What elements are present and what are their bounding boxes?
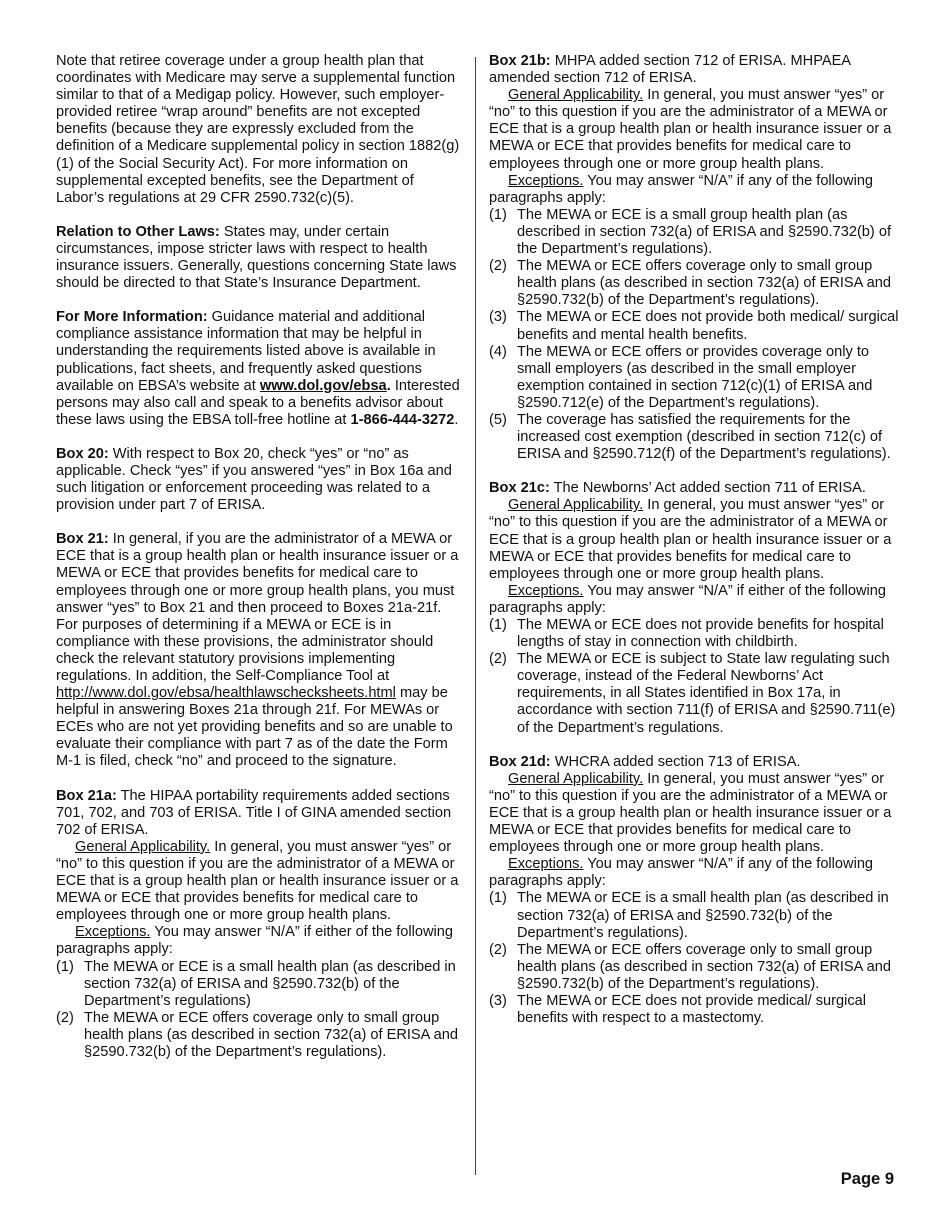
box21-text-cont: may be helpful in answering Boxes 21a through 21f. For MEWAs or ECEs who are not yet providing benefits and so are unable to evaluate their compliance with part 7 as of the date the Form M-1 is filed, check “no” and proceed to the signature. — [56, 685, 453, 770]
box21d-ga-label: General Applicability. — [508, 770, 644, 787]
box21b-general-applicability — [489, 87, 899, 172]
box21a-text: The HIPAA portability requirements added sections 701, 702, and 703 of ERISA. Title I of GINA amended section 702 of ERISA. — [56, 787, 452, 838]
box21b-ga-text: In general, you must answer “yes” or “no” to this question if you are the administrator of a MEWA or ECE that is a group health plan or health insurance issuer or a MEWA or ECE that provides benefits for medical care to employees through one or more group health plans. — [489, 87, 892, 172]
right-column — [489, 53, 899, 1027]
box21a-ex-text: You may answer “N/A” if either of the following paragraphs apply: — [56, 924, 454, 958]
list-item: (2) The MEWA or ECE is subject to State law regulating such coverage, instead of the Federal Newborns’ Act requirements, in all States identified in Box 17a, in accordance with section 711(f) of ERISA and §2590.711(e) of the Department’s regulations. — [489, 651, 896, 736]
box21a-heading: Box 21a: — [56, 787, 117, 804]
column-divider — [475, 57, 476, 1175]
box21d-ex-label: Exceptions. — [508, 856, 584, 873]
box20-text: With respect to Box 20, check “yes” or “no” as applicable. Check “yes” if you answered “yes” in Box 16a and such litigation or enforcement proceeding was related to a provision under part 7 of ERISA. — [56, 445, 452, 514]
box21c-heading: Box 21c: — [489, 480, 550, 497]
box21b-paragraph — [489, 53, 899, 87]
more-info-text: Guidance material and additional compliance assistance information that may be helpful in understanding the requirements listed above is available in publications, fact sheets, and frequently asked questions available on EBSA’s website at — [56, 309, 436, 394]
ebsa-website-link[interactable]: www.dol.gov/ebsa — [259, 377, 387, 394]
box21d-ga-text: In general, you must answer “yes” or “no” to this question if you are the administrator of a MEWA or ECE that is a group health plan or health insurance issuer or a MEWA or ECE that provides benefits for medical care to employees through one or more group health plans. — [489, 770, 892, 856]
list-item: (1) The MEWA or ECE is a small health plan (as described in section 732(a) of ERISA and §2590.732(b) of the Department’s regulations). — [489, 890, 889, 941]
relation-heading: Relation to Other Laws: — [56, 223, 220, 240]
box21c-general-applicability — [489, 497, 899, 582]
box21b-ga-label: General Applicability. — [508, 87, 644, 104]
box21-heading: Box 21: — [56, 531, 109, 548]
box20-heading: Box 20: — [56, 445, 109, 462]
list-item: (2) The MEWA or ECE offers coverage only to small group health plans (as described in section 732(a) of ERISA and §2590.732(b) of the Department’s regulations). — [489, 258, 891, 309]
box21c-ex-label: Exceptions. — [508, 582, 584, 599]
box21a-paragraph — [56, 788, 462, 839]
hotline-number: 1-866-444-3272 — [350, 411, 455, 428]
list-item: (2) The MEWA or ECE offers coverage only to small group health plans (as described in section 732(a) of ERISA and §2590.732(b) of the Department’s regulations). — [489, 941, 891, 992]
more-info-paragraph: For More Information: Guidance material and additional compliance assistance information that may be helpful in understanding the requirements listed above is available in publications, fact sheets, and frequently asked questions available on EBSA’s website at www.dol.gov/ebsa. Interested persons may also call and speak to a benefits advisor about these laws using the EBSA toll-free hotline at 1-866-444-3272. — [56, 309, 460, 428]
box21a-general-applicability — [56, 839, 462, 924]
box21d-paragraph — [489, 754, 899, 771]
box21c-paragraph — [489, 480, 899, 497]
list-item: (3) The MEWA or ECE does not provide both medical/ surgical benefits and mental health benefits. — [489, 309, 899, 343]
box21-paragraph — [56, 531, 462, 770]
box21d-ex-text: You may answer “N/A” if any of the following paragraphs apply: — [489, 856, 874, 890]
box21b-text: MHPA added section 712 of ERISA. MHPAEA amended section 712 of ERISA. — [489, 53, 851, 87]
box21a-exceptions — [56, 924, 462, 958]
box21d-exceptions — [489, 856, 899, 890]
list-item: (1) The MEWA or ECE does not provide benefits for hospital lengths of stay in connection with childbirth. — [489, 617, 884, 651]
box21-text: In general, if you are the administrator of a MEWA or ECE that is a group health plan or health insurance issuer or a MEWA or ECE that provides benefits for medical care to employees through one or more group health plans, you must answer “yes” to Box 21 and then proceed to Boxes 21a-21f. For purposes of determining if a MEWA or ECE is in compliance with these provisions, the administrator should check the relevant statutory provisions implementing regulations. In addition, the Self-Compliance Tool at — [56, 531, 459, 684]
box21b-ex-text: You may answer “N/A” if any of the following paragraphs apply: — [489, 172, 874, 206]
list-item: (1) The MEWA or ECE is a small health plan (as described in section 732(a) of ERISA and §2590.732(b) of the Department’s regulations) — [56, 958, 456, 1009]
more-info-hotline-text: Interested persons may also call and speak to a benefits advisor about these laws using the EBSA toll-free hotline at — [56, 377, 460, 428]
box21c-exceptions — [489, 583, 899, 617]
box21b-heading: Box 21b: — [489, 53, 551, 69]
box21c-text: The Newborns’ Act added section 711 of ERISA. — [553, 480, 866, 497]
box21c-ga-text: In general, you must answer “yes” or “no” to this question if you are the administrator of a MEWA or ECE that is a group health plan or health insurance issuer or a MEWA or ECE that provides benefits for medical care to employees through one or more group health plans. — [489, 497, 892, 582]
box20-paragraph — [56, 446, 462, 514]
relation-text: States may, under certain circumstances, impose stricter laws with respect to health insurance issuers. Generally, questions concerning State laws should be directed to that State’s Insurance Department. — [56, 223, 457, 292]
relation-paragraph — [56, 224, 462, 292]
left-column — [56, 53, 462, 1061]
page-number: Page 9 — [840, 1170, 894, 1188]
box21d-heading: Box 21d: — [489, 753, 551, 770]
box21d-text: WHCRA added section 713 of ERISA. — [554, 753, 801, 770]
box21a-ga-text: In general, you must answer “yes” or “no” to this question if you are the administrator of a MEWA or ECE that is a group health plan or health insurance issuer or a MEWA or ECE that provides benefits for medical care to employees through one or more group health plans. — [56, 838, 459, 924]
box21c-ex-text: You may answer “N/A” if either of the following paragraphs apply: — [489, 582, 887, 616]
more-info-heading: For More Information: — [56, 309, 208, 326]
list-item: (4) The MEWA or ECE offers or provides coverage only to small employers (as described in the small employer exemption contained in section 712(c)(1) of ERISA and §2590.712(e) of the Department’s regulations). — [489, 343, 873, 411]
box21b-exceptions — [489, 173, 899, 207]
list-item: (5) The coverage has satisfied the requirements for the increased cost exemption (described in section 712(c) of ERISA and §2590.712(f) of the Department’s regulations). — [489, 411, 891, 463]
box21a-ex-label: Exceptions. — [75, 924, 151, 941]
box21d-general-applicability — [489, 771, 899, 856]
list-item: (3) The MEWA or ECE does not provide medical/ surgical benefits with respect to a mastectomy. — [489, 992, 867, 1027]
box21c-ga-label: General Applicability. — [508, 497, 644, 514]
list-item: (1) The MEWA or ECE is a small group health plan (as described in section 732(a) of ERISA and §2590.732(b) of the Department’s regulations). — [489, 206, 892, 258]
medigap-paragraph: Note that retiree coverage under a group health plan that coordinates with Medicare may serve a supplemental function similar to that of a Medigap policy. However, such employer-provided retiree “wrap around” benefits are not excepted benefits (because they are expressly excluded from the definition of a Medicare supplemental policy in section 1882(g)(1) of the Social Security Act). For more information on supplemental excepted benefits, see the Department of Labor’s regulations at 29 CFR 2590.732(c)(5). — [56, 53, 460, 206]
self-compliance-tool-link[interactable]: http://www.dol.gov/ebsa/healthlawschecksheets.html — [56, 685, 396, 702]
list-item: (2) The MEWA or ECE offers coverage only to small group health plans (as described in section 732(a) of ERISA and §2590.732(b) of the Department’s regulations). — [56, 1009, 458, 1060]
box21b-ex-label: Exceptions. — [508, 172, 584, 189]
box21a-ga-label: General Applicability. — [75, 838, 211, 855]
